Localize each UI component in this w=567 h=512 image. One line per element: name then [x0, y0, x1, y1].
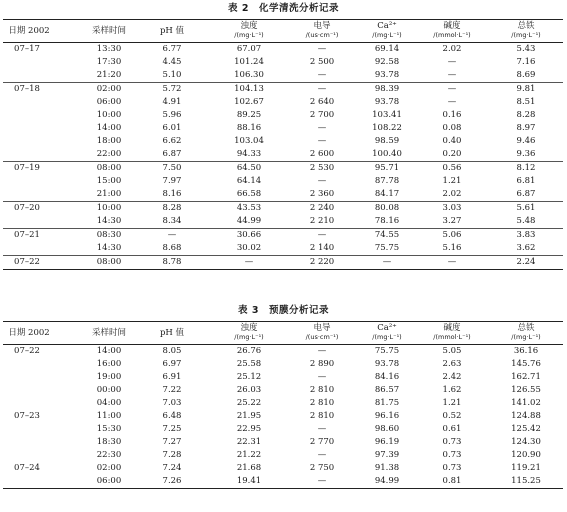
cell-ph: 6.97	[162, 359, 182, 369]
cell-conductivity: 2 640	[309, 97, 335, 107]
cell-calcium: 69.14	[374, 44, 400, 54]
cell-turbidity: 25.12	[236, 372, 262, 382]
cell-time: 10:00	[96, 110, 122, 120]
cell-turbidity: 89.25	[236, 110, 262, 120]
cell-iron: 2.24	[516, 257, 536, 267]
cell-alkalinity: 0.20	[442, 149, 462, 159]
table-row	[3, 436, 563, 449]
cell-time: 21:00	[96, 189, 122, 199]
cell-conductivity: —	[317, 44, 327, 54]
cell-calcium: 75.75	[374, 346, 400, 356]
table3-body	[3, 345, 563, 488]
table-row	[3, 122, 563, 135]
cell-date	[3, 175, 51, 188]
table-row	[3, 423, 563, 436]
cell-time: 10:00	[96, 203, 122, 213]
cell-time: 14:00	[96, 123, 122, 133]
cell-ph: 8.16	[162, 189, 182, 199]
table-row	[3, 188, 563, 201]
cell-date	[3, 242, 51, 255]
cell-iron: 9.81	[516, 84, 536, 94]
cell-conductivity: 2 600	[309, 149, 335, 159]
cell-ph: 6.91	[162, 372, 182, 382]
cell-conductivity: 2 810	[309, 411, 335, 421]
cell-alkalinity: 5.16	[442, 243, 462, 253]
cell-turbidity: 44.99	[236, 216, 262, 226]
cell-conductivity: 2 240	[309, 203, 335, 213]
cell-turbidity: 43.53	[236, 203, 262, 213]
cell-time: 02:00	[96, 463, 122, 473]
table-row	[3, 397, 563, 410]
cell-time: 21:20	[96, 70, 122, 80]
cell-calcium: 96.19	[374, 437, 400, 447]
cell-time: 06:00	[96, 97, 122, 107]
cell-ph: 4.45	[162, 57, 182, 67]
cell-ph: 5.72	[162, 84, 182, 94]
cell-ph: 6.48	[162, 411, 182, 421]
cell-conductivity: 2 360	[309, 189, 335, 199]
cell-ph: 6.62	[162, 136, 182, 146]
cell-date: 07–22	[14, 257, 40, 267]
cell-turbidity: 25.58	[236, 359, 262, 369]
cell-conductivity: —	[317, 70, 327, 80]
cell-turbidity: 67.07	[236, 44, 262, 54]
cell-calcium: 84.16	[374, 372, 400, 382]
cell-iron: 8.12	[516, 163, 536, 173]
cell-date	[3, 384, 51, 397]
cell-conductivity: 2 140	[309, 243, 335, 253]
cell-conductivity: —	[317, 84, 327, 94]
cell-conductivity: —	[317, 450, 327, 460]
cell-iron: 124.88	[511, 411, 541, 421]
header-iron-unit: /(mg·L⁻¹)	[511, 333, 541, 341]
header-turbidity-unit: /(mg·L⁻¹)	[234, 333, 264, 341]
cell-calcium: 97.39	[374, 450, 400, 460]
cell-time: 08:00	[96, 163, 122, 173]
cell-alkalinity: 0.73	[442, 437, 462, 447]
cell-turbidity: 26.03	[236, 385, 262, 395]
cell-calcium: 80.08	[374, 203, 400, 213]
table3-caption: 表 3 预膜分析记录	[238, 305, 329, 316]
cell-ph: —	[167, 230, 177, 240]
cell-alkalinity: 0.40	[442, 136, 462, 146]
cell-ph: 8.68	[162, 243, 182, 253]
header-turbidity: 浊度	[240, 21, 258, 31]
cell-time: 11:00	[96, 411, 122, 421]
cell-ph: 7.28	[162, 450, 182, 460]
cell-date	[3, 371, 51, 384]
table-row	[3, 358, 563, 371]
cell-iron: 3.83	[516, 230, 536, 240]
table-row	[3, 255, 563, 269]
cell-iron: 126.55	[511, 385, 541, 395]
cell-iron: 5.43	[516, 44, 536, 54]
cell-turbidity: 19.41	[236, 476, 262, 486]
cell-iron: 115.25	[511, 476, 541, 486]
cell-time: 22:00	[96, 149, 122, 159]
table-row	[3, 175, 563, 188]
header-calcium: Ca²⁺	[377, 21, 397, 31]
cell-time: 14:00	[96, 346, 122, 356]
table-row	[3, 96, 563, 109]
cell-conductivity: —	[317, 123, 327, 133]
cell-turbidity: 66.58	[236, 189, 262, 199]
cell-time: 16:00	[96, 359, 122, 369]
cell-date	[3, 475, 51, 488]
cell-time: 04:00	[96, 398, 122, 408]
table-row	[3, 56, 563, 69]
cell-conductivity: 2 750	[309, 463, 335, 473]
cell-alkalinity: 3.27	[442, 216, 462, 226]
header-iron-unit: /(mg·L⁻¹)	[511, 31, 541, 39]
cell-conductivity: 2 500	[309, 57, 335, 67]
cell-conductivity: 2 210	[309, 216, 335, 226]
cell-iron: 8.28	[516, 110, 536, 120]
cell-time: 06:00	[96, 476, 122, 486]
cell-date: 07–18	[14, 84, 40, 94]
cell-calcium: —	[382, 257, 392, 267]
table-row	[3, 82, 563, 96]
cell-alkalinity: —	[447, 84, 457, 94]
cell-alkalinity: 5.05	[442, 346, 462, 356]
cell-date	[3, 188, 51, 201]
cell-calcium: 94.99	[374, 476, 400, 486]
cell-calcium: 95.71	[374, 163, 400, 173]
header-calcium-unit: /(mg·L⁻¹)	[372, 333, 402, 341]
cell-alkalinity: 3.03	[442, 203, 462, 213]
cell-date: 07–17	[14, 44, 40, 54]
cell-turbidity: 22.95	[236, 424, 262, 434]
cell-time: 22:30	[96, 450, 122, 460]
cell-turbidity: 26.76	[236, 346, 262, 356]
cell-alkalinity: —	[447, 70, 457, 80]
cell-alkalinity: 1.21	[442, 398, 462, 408]
cell-time: 08:30	[96, 230, 122, 240]
cell-calcium: 93.78	[374, 359, 400, 369]
cell-time: 19:00	[96, 372, 122, 382]
cell-ph: 7.25	[162, 424, 182, 434]
cell-alkalinity: 2.42	[442, 372, 462, 382]
cell-turbidity: 21.22	[236, 450, 262, 460]
table-row	[3, 242, 563, 255]
cell-iron: 36.16	[513, 346, 539, 356]
cell-alkalinity: 0.73	[442, 450, 462, 460]
cell-turbidity: 64.14	[236, 176, 262, 186]
cell-iron: 8.69	[516, 70, 536, 80]
cell-calcium: 81.75	[374, 398, 400, 408]
cell-date: 07–23	[14, 411, 40, 421]
cell-iron: 5.48	[516, 216, 536, 226]
cell-conductivity: 2 810	[309, 385, 335, 395]
cell-calcium: 98.60	[374, 424, 400, 434]
cell-turbidity: 30.66	[236, 230, 262, 240]
cell-calcium: 84.17	[374, 189, 400, 199]
cell-iron: 7.16	[516, 57, 536, 67]
cell-turbidity: 102.67	[234, 97, 264, 107]
cell-ph: 7.22	[162, 385, 182, 395]
cell-conductivity: —	[317, 372, 327, 382]
cell-ph: 7.27	[162, 437, 182, 447]
cell-calcium: 86.57	[374, 385, 400, 395]
cell-calcium: 87.78	[374, 176, 400, 186]
cell-ph: 8.28	[162, 203, 182, 213]
header-ph: pH 值	[159, 26, 185, 36]
table-row	[3, 215, 563, 228]
cell-date	[3, 69, 51, 82]
header-time: 采样时间	[91, 26, 126, 36]
table-row	[3, 475, 563, 488]
cell-date: 07–19	[14, 163, 40, 173]
table-row	[3, 449, 563, 462]
cell-conductivity: 2 810	[309, 398, 335, 408]
cell-calcium: 92.58	[374, 57, 400, 67]
cell-date	[3, 423, 51, 436]
cell-ph: 6.77	[162, 44, 182, 54]
cell-calcium: 78.16	[374, 216, 400, 226]
table-row	[3, 135, 563, 148]
cell-ph: 7.97	[162, 176, 182, 186]
header-conductivity: 电导	[313, 323, 331, 333]
cell-ph: 7.50	[162, 163, 182, 173]
cell-turbidity: 101.24	[234, 57, 264, 67]
table-row	[3, 69, 563, 82]
cell-ph: 5.10	[162, 70, 182, 80]
cell-time: 00:00	[96, 385, 122, 395]
table2-caption: 表 2 化学清洗分析记录	[228, 3, 339, 14]
cell-alkalinity: 1.62	[442, 385, 462, 395]
cell-date: 07–24	[14, 463, 40, 473]
cell-alkalinity: —	[447, 57, 457, 67]
cell-iron: 8.51	[516, 97, 536, 107]
cell-alkalinity: 0.73	[442, 463, 462, 473]
cell-conductivity: 2 770	[309, 437, 335, 447]
cell-date	[3, 96, 51, 109]
cell-alkalinity: 0.61	[442, 424, 462, 434]
cell-iron: 162.71	[511, 372, 541, 382]
cell-iron: 6.81	[516, 176, 536, 186]
header-conductivity: 电导	[313, 21, 331, 31]
cell-time: 02:00	[96, 84, 122, 94]
cell-time: 17:30	[96, 57, 122, 67]
cell-date	[3, 148, 51, 161]
cell-turbidity: 103.04	[234, 136, 264, 146]
table-row	[3, 410, 563, 423]
table-row	[3, 161, 563, 175]
cell-conductivity: —	[317, 230, 327, 240]
cell-alkalinity: 2.02	[442, 189, 462, 199]
cell-time: 18:30	[96, 437, 122, 447]
cell-iron: 6.87	[516, 189, 536, 199]
header-date: 日期 2002	[8, 26, 50, 36]
cell-turbidity: 30.02	[236, 243, 262, 253]
cell-calcium: 96.16	[374, 411, 400, 421]
cell-turbidity: 88.16	[236, 123, 262, 133]
header-conductivity-unit: /(us·cm⁻¹)	[305, 333, 339, 341]
cell-ph: 7.26	[162, 476, 182, 486]
cell-turbidity: 21.95	[236, 411, 262, 421]
cell-time: 18:00	[96, 136, 122, 146]
header-turbidity-unit: /(mg·L⁻¹)	[234, 31, 264, 39]
cell-calcium: 91.38	[374, 463, 400, 473]
cell-turbidity: 106.30	[234, 70, 264, 80]
table-row	[3, 384, 563, 397]
cell-date: 07–20	[14, 203, 40, 213]
table-row	[3, 109, 563, 122]
cell-iron: 9.46	[516, 136, 536, 146]
cell-date	[3, 122, 51, 135]
header-iron: 总铁	[517, 323, 535, 333]
cell-calcium: 75.75	[374, 243, 400, 253]
cell-ph: 6.01	[162, 123, 182, 133]
cell-alkalinity: 2.63	[442, 359, 462, 369]
cell-calcium: 93.78	[374, 97, 400, 107]
cell-conductivity: 2 700	[309, 110, 335, 120]
cell-conductivity: —	[317, 476, 327, 486]
cell-calcium: 74.55	[374, 230, 400, 240]
header-iron: 总铁	[517, 21, 535, 31]
cell-date: 07–21	[14, 230, 40, 240]
cell-date	[3, 215, 51, 228]
table-row	[3, 371, 563, 384]
cell-iron: 3.62	[516, 243, 536, 253]
table3-header	[3, 322, 563, 345]
cell-calcium: 100.40	[372, 149, 402, 159]
cell-date	[3, 135, 51, 148]
cell-conductivity: 2 220	[309, 257, 335, 267]
cell-turbidity: 21.68	[236, 463, 262, 473]
header-alkalinity-unit: /(mmol·L⁻¹)	[433, 31, 471, 39]
table2-header	[3, 20, 563, 43]
cell-alkalinity: 1.21	[442, 176, 462, 186]
cell-time: 14:30	[96, 243, 122, 253]
table-row	[3, 462, 563, 475]
cell-date	[3, 436, 51, 449]
cell-ph: 4.91	[162, 97, 182, 107]
cell-date	[3, 109, 51, 122]
table-row	[3, 43, 563, 56]
cell-time: 08:00	[96, 257, 122, 267]
cell-date	[3, 449, 51, 462]
header-alkalinity: 碱度	[443, 21, 461, 31]
cell-turbidity: 104.13	[234, 84, 264, 94]
cell-calcium: 98.39	[374, 84, 400, 94]
cell-alkalinity: 0.81	[442, 476, 462, 486]
header-conductivity-unit: /(us·cm⁻¹)	[305, 31, 339, 39]
table-row	[3, 345, 563, 358]
cell-alkalinity: 0.08	[442, 123, 462, 133]
cell-alkalinity: 0.52	[442, 411, 462, 421]
header-ph: pH 值	[159, 328, 185, 338]
cell-time: 15:00	[96, 176, 122, 186]
cell-conductivity: —	[317, 424, 327, 434]
cell-date	[3, 358, 51, 371]
table-row	[3, 148, 563, 161]
cell-alkalinity: 0.56	[442, 163, 462, 173]
cell-iron: 145.76	[511, 359, 541, 369]
cell-iron: 125.42	[511, 424, 541, 434]
cell-calcium: 103.41	[372, 110, 402, 120]
table-row	[3, 228, 563, 242]
cell-date: 07–22	[14, 346, 40, 356]
cell-date	[3, 56, 51, 69]
cell-iron: 120.90	[511, 450, 541, 460]
header-calcium-unit: /(mg·L⁻¹)	[372, 31, 402, 39]
cell-iron: 124.30	[511, 437, 541, 447]
cell-alkalinity: 5.06	[442, 230, 462, 240]
cell-time: 13:30	[96, 44, 122, 54]
table3	[3, 321, 563, 489]
cell-iron: 8.97	[516, 123, 536, 133]
cell-ph: 8.34	[162, 216, 182, 226]
cell-ph: 7.03	[162, 398, 182, 408]
cell-calcium: 93.78	[374, 70, 400, 80]
cell-ph: 6.87	[162, 149, 182, 159]
cell-turbidity: 64.50	[236, 163, 262, 173]
header-turbidity: 浊度	[240, 323, 258, 333]
cell-calcium: 98.59	[374, 136, 400, 146]
cell-iron: 141.02	[511, 398, 541, 408]
header-calcium: Ca²⁺	[377, 323, 397, 333]
cell-alkalinity: —	[447, 257, 457, 267]
cell-ph: 8.05	[162, 346, 182, 356]
cell-turbidity: 25.22	[236, 398, 262, 408]
cell-alkalinity: 2.02	[442, 44, 462, 54]
table2-body	[3, 43, 563, 269]
cell-date	[3, 397, 51, 410]
cell-ph: 8.78	[162, 257, 182, 267]
cell-ph: 5.96	[162, 110, 182, 120]
cell-conductivity: 2 890	[309, 359, 335, 369]
cell-conductivity: —	[317, 346, 327, 356]
cell-time: 14:30	[96, 216, 122, 226]
header-date: 日期 2002	[8, 328, 50, 338]
table2	[3, 19, 563, 270]
cell-iron: 5.61	[516, 203, 536, 213]
table-row	[3, 201, 563, 215]
header-alkalinity-unit: /(mmol·L⁻¹)	[433, 333, 471, 341]
header-time: 采样时间	[91, 328, 126, 338]
cell-ph: 7.24	[162, 463, 182, 473]
cell-conductivity: —	[317, 176, 327, 186]
cell-turbidity: —	[244, 257, 254, 267]
cell-time: 15:30	[96, 424, 122, 434]
cell-conductivity: 2 530	[309, 163, 335, 173]
cell-alkalinity: 0.16	[442, 110, 462, 120]
cell-alkalinity: —	[447, 97, 457, 107]
cell-iron: 119.21	[511, 463, 541, 473]
cell-turbidity: 22.31	[236, 437, 262, 447]
cell-iron: 9.36	[516, 149, 536, 159]
cell-turbidity: 94.33	[236, 149, 262, 159]
cell-conductivity: —	[317, 136, 327, 146]
header-alkalinity: 碱度	[443, 323, 461, 333]
cell-calcium: 108.22	[372, 123, 402, 133]
